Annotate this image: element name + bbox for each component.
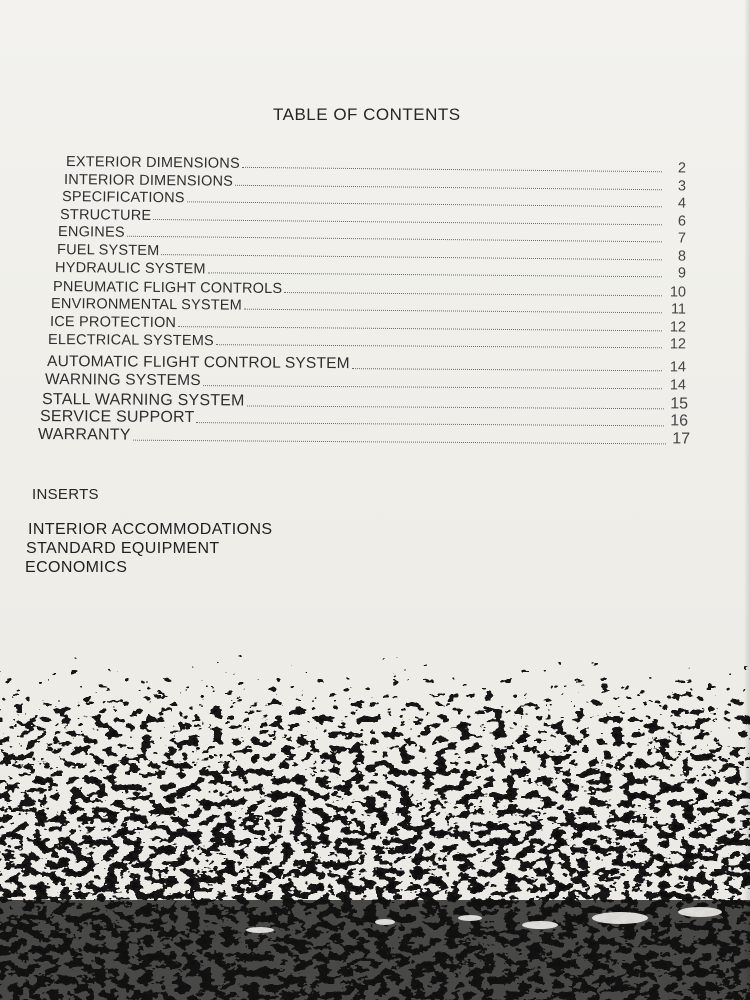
- toc-entry-label: ENGINES: [58, 224, 125, 241]
- toc-entry: [45, 371, 686, 393]
- toc-title: TABLE OF CONTENTS: [273, 105, 461, 124]
- toc-entry-label: SERVICE SUPPORT: [40, 408, 195, 427]
- toc-entry-label: ENVIRONMENTAL SYSTEM: [51, 296, 243, 314]
- toc-leader-dots: [203, 385, 662, 389]
- halftone-texture-graphic: [0, 600, 750, 1000]
- toc-entry-label: STALL WARNING SYSTEM: [42, 391, 245, 410]
- toc-entry-page: 11: [670, 301, 687, 318]
- toc-leader-dots: [247, 405, 664, 409]
- toc-leader-dots: [133, 440, 666, 445]
- toc-entry: [38, 426, 690, 449]
- toc-list: [0, 0, 750, 460]
- insert-item: INTERIOR ACCOMMODATIONS: [28, 521, 273, 538]
- toc-entry-label: HYDRAULIC SYSTEM: [55, 260, 206, 278]
- toc-entry-label: WARRANTY: [38, 426, 131, 444]
- toc-entry-page: 14: [669, 377, 687, 394]
- toc-entry-page: 8: [677, 248, 687, 265]
- toc-entry-page: 2: [677, 160, 687, 177]
- toc-leader-dots: [352, 368, 662, 371]
- toc-entry-page: 10: [669, 284, 687, 301]
- toc-entry-page: 16: [670, 412, 689, 430]
- toc-entry-page: 17: [672, 430, 691, 448]
- toc-leader-dots: [244, 309, 662, 314]
- toc-entry-page: 7: [677, 230, 687, 247]
- toc-entry-page: 14: [669, 359, 687, 376]
- toc-entry-label: ELECTRICAL SYSTEMS: [48, 332, 214, 350]
- toc-leader-dots: [196, 422, 664, 426]
- inserts-heading: INSERTS: [32, 486, 99, 503]
- toc-entry-page: 12: [669, 336, 687, 353]
- toc-entry-label: INTERIOR DIMENSIONS: [64, 172, 234, 190]
- toc-entry-label: ICE PROTECTION: [50, 314, 177, 332]
- toc-leader-dots: [216, 344, 662, 348]
- insert-item: ECONOMICS: [25, 559, 128, 576]
- toc-entry-page: 9: [677, 265, 687, 282]
- toc-entry-label: AUTOMATIC FLIGHT CONTROL SYSTEM: [47, 353, 350, 373]
- insert-item: STANDARD EQUIPMENT: [26, 540, 220, 557]
- toc-entry-label: FUEL SYSTEM: [57, 242, 160, 260]
- toc-leader-dots: [208, 272, 662, 277]
- toc-entry-page: 3: [677, 178, 687, 195]
- toc-entry-label: STRUCTURE: [60, 207, 152, 224]
- toc-entry-page: 12: [669, 319, 687, 336]
- toc-leader-dots: [242, 167, 662, 172]
- toc-entry-label: WARNING SYSTEMS: [45, 371, 201, 390]
- toc-entry: [48, 330, 686, 352]
- toc-entry-page: 15: [670, 395, 689, 413]
- toc-entry-page: 4: [677, 195, 687, 212]
- toc-entry-label: PNEUMATIC FLIGHT CONTROLS: [53, 279, 283, 298]
- toc-entry-label: SPECIFICATIONS: [62, 189, 185, 207]
- toc-entry-page: 6: [677, 213, 687, 230]
- toc-entry-label: EXTERIOR DIMENSIONS: [66, 154, 240, 172]
